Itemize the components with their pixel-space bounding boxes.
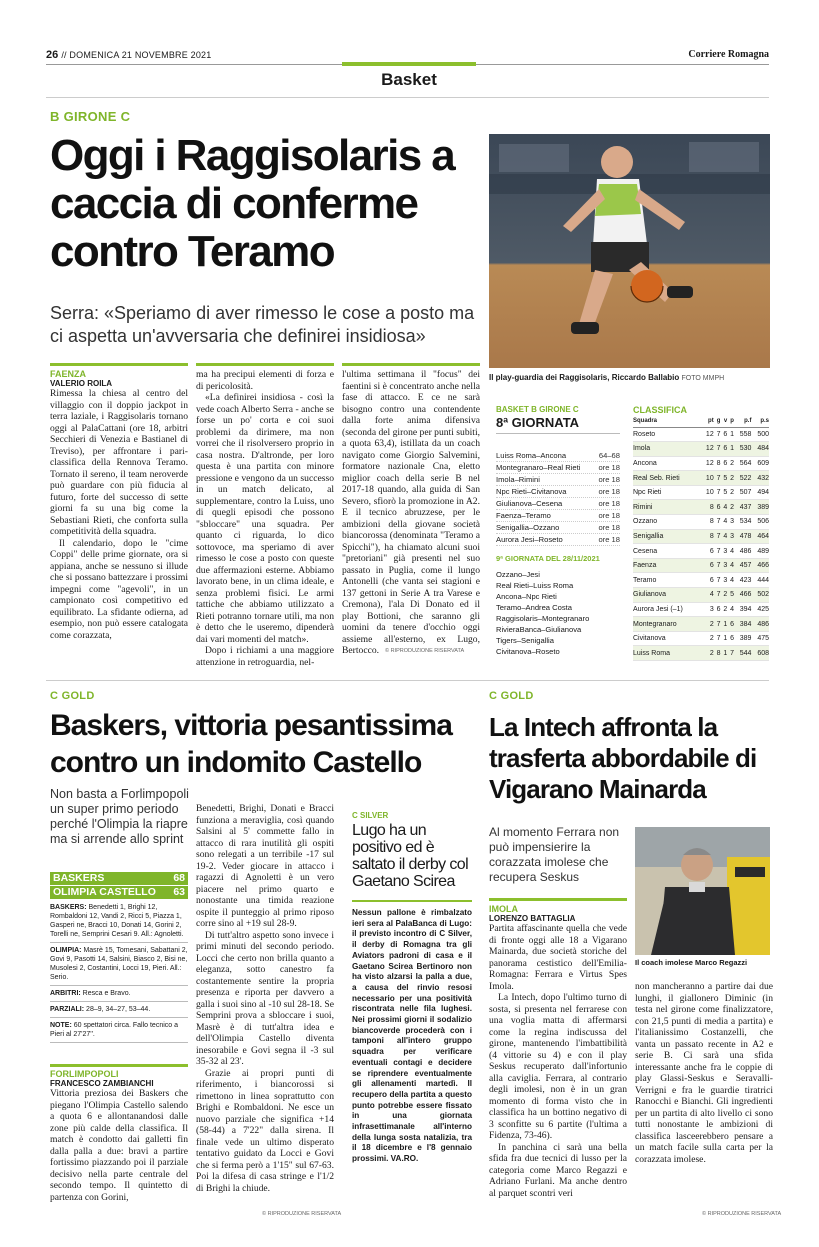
box-score [50,900,188,1043]
paragraph: l'ultima settimana il "focus" dei faentini si è concentrato anche nella fase di attacco. E ce ne sarà bisogno contro una contendente dalla forte anima difensiva (seconda del girone per punti subiti, a quota 63,4), istillata da un coach navigato come Giorgio Salvemini, formatore nazionale Cna, eletto miglior coach della serie B nel 2017-18 quando, alla guida di San Severo, sfiorò la promozione in A2. E il tecnico abruzzese, per le ambizioni della giovane società biancorossa (denominata "Teramo a Spicchi"), ha chiamato alcuni suoi "pretoriani" già presenti nel suo passato in Puglia, come il lungo Antonelli (che vanta sei stagioni e 137 gettoni in Serie A tra Varese e Cremona), l'ala Di Donato ed il play Bottioni, che saranno gli uomini da tenere d'occhio oggi assieme all'esterno, ex Lugo, Bertocco. [342,369,481,656]
standings-cell: 6 [702,544,714,559]
standings-row [633,515,769,530]
standings-cell: 6 [720,442,727,457]
standings-cell: 8 [702,500,714,515]
standings-cell: Giulianova [633,588,702,603]
standings-row [633,485,769,500]
standings-box [633,405,769,661]
result-match: Npc Rieti–Civitanova [496,487,567,496]
score-row [50,886,188,899]
standings-cell: 608 [751,646,769,661]
page-number-value: 26 [46,49,59,61]
result-match: Imola–Rimini [496,475,540,484]
standings-cell: 7 [714,588,721,603]
standings-cell: 2 [702,646,714,661]
scoreboard [50,872,188,899]
next-match: Real Rieti–Luiss Roma [496,581,574,590]
standings-cell: 494 [751,485,769,500]
column-bar [196,363,334,366]
paragraph: Il calendario, dopo le "cime Coppi" delle prime giornate, ora si appiana, anche se nessuno si illude che si possano battezzare i prossimi impegni come "agevoli", in un campionato così competitivo ed equilibrato. La sfidante odierna, ad esempio, non può essere catalogata come corazzata, [50,537,188,641]
result-match: Luiss Roma–Ancona [496,451,567,460]
team-name: BASKERS [53,872,105,884]
paragraph: Rimessa la chiesa al centro del villaggio con il doppio jackpot in terra laziale, i Raggisolaris tornano oggi al PalaCattani (ore 18, arbitri Secchieri di Venezia e Bastianel di Treviso), per affrontare i pari-classifica della Rennova Teramo. Tornato il sereno, il team neroverde può guardare con più fiducia al futuro, forte del successo di sette giorni fa su una big come la Sebastiani Rieti, che conforta sulla competitività della squadra. [50,388,188,537]
article1-column-2 [196,369,334,668]
rights-notice: © RIPRODUZIONE RISERVATA [385,648,465,654]
standings-cell: 544 [734,646,751,661]
silver-title: Lugo ha un positivo ed è saltato il derby col Gaetano Scirea [352,822,469,890]
standings-cell: Aurora Jesi (–1) [633,602,702,617]
standings-cell: 7 [714,427,721,442]
result-score: ore 18 [598,523,620,532]
standings-cell: 7 [727,646,734,661]
scoreboard-box [50,872,188,1043]
rights-notice: © RIPRODUZIONE RISERVATA [262,1211,342,1217]
standings-cell: 10 [702,485,714,500]
team-name: OLIMPIA CASTELLO [53,886,156,898]
section-accent-bar [342,62,476,66]
column-bar [489,898,627,901]
results-box [496,405,620,657]
standings-cell: 466 [751,558,769,573]
standings-cell: 5 [720,485,727,500]
rights-text: RIPRODUZIONE RISERVATA [707,1211,782,1217]
standings-cell: 437 [734,500,751,515]
next-match: Civitanova–Roseto [496,647,560,656]
caption-text: Il play-guardia dei Raggisolaris, Riccardo Ballabio [489,373,680,382]
standings-cell: 475 [751,631,769,646]
standings-cell: 489 [751,544,769,559]
coach-photo-illustration [635,827,770,955]
box-score-text: Masrè 15, Tomesani, Sabattani 2, Govi 9, Pasotti 14, Salsini, Biasco 2, Bisi ne, Musolesi 2, Costantini, Locci 19, Pieri. All.: Serio. [50,947,188,981]
standings-cell: Luiss Roma [633,646,702,661]
standings-cell: Npc Rieti [633,485,702,500]
column-bar [50,363,188,366]
paragraph: non mancheranno a partire dai due lunghi, il giallonero Diminic (in testa nel girone come finalizzatore, con 21,5 punti di media a partita) e l'italianissimo Costanzelli, che vanta un passato recente in A2 e serie B. Ci sarà una sfida interessante anche fra le coppie di play Glassi-Seskus e Seravalli-Verrigni e fra le guardie tiratrici Ranocchi e Bianchi. Gli ingredienti per un partita di alto livello ci sono tutti nonostante le ambizioni di classifica lasceerebbero pensare a un match facile sulla carta per la corazzata imolese. [635,981,773,1165]
standings-header-cell: pt [702,415,714,427]
standings-cell: 12 [702,442,714,457]
standings-cell: 3 [727,515,734,530]
score-row [50,872,188,885]
next-match: Ozzano–Jesi [496,570,540,579]
result-row [496,474,620,486]
silver-body: Nessun pallone è rimbalzato ieri sera al PalaBanca di Lugo: il previsto incontro di C Silver, il derby di Romagna tra gli Aviators padroni di casa e il Gaetano Scirea Bertinoro non ha visto alzarsi la palla a due, a causa del rinvio resosi necessario per una positività riscontrata nelle fila lughesi. Nei prossimi giorni il sodalizio biancoverde procederà con i tamponi all'intero gruppo squadra per verificare eventuali contagi e decidere se riprendere eventualmente gli allenamenti martedì. Il recupero della partita a questo punto potrebbe essere fissato in una giornata infrasettimanale all'interno della lunga sosta natalizia, tra il 18 dicembre e l'8 gennaio prossimi. VA.RO. [352,908,472,1164]
team-points: 68 [173,872,185,884]
newspaper-name: Corriere Romagna [688,49,769,60]
article1-col1-body [50,388,188,641]
standings-cell: Teramo [633,573,702,588]
standings-row [633,558,769,573]
section-rule [46,97,769,98]
standings-cell: 12 [702,427,714,442]
standings-cell: 2 [727,456,734,471]
standings-cell: 7 [714,573,721,588]
standings-cell: 484 [751,442,769,457]
standings-cell: 530 [734,442,751,457]
box-score-label: NOTE: [50,1022,72,1029]
paragraph: Dopo i richiami a una maggiore attenzione in retroguardia, nel- [196,645,334,668]
paragraph: In panchina ci sarà una bella sfida fra due tecnici di lusso per la categoria come Marco Regazzi e Adriano Furlani. Ma anche dentro al parquet scontri veri [489,1141,627,1199]
result-score: ore 18 [598,475,620,484]
standings-cell: Ozzano [633,515,702,530]
standings-row [633,544,769,559]
standings-cell: 2 [720,602,727,617]
standings-row [633,500,769,515]
paragraph: La Intech, dopo l'ultimo turno di sosta, si presenta nel ferrarese con una voglia matta di affermarsi come la regina indiscussa del girone, mantenendo l'imbattibilità (4 vittorie su 4) e con il play Seskus recuperato dall'infortunio alla caviglia. Ferrara, al contrario degli imolesi, non è in un gran momento di forma visto che in classifica ha un bottino negativo di 3 sconfitte su 6 partite (l'ultima a Fidenza, 73-46). [489,992,627,1141]
standings-cell: 2 [727,500,734,515]
standings-cell: 507 [734,485,751,500]
paragraph: «La definirei insidiosa - così la vede coach Alberto Serra - anche se forse un po' corta e coi suoi problemi da dirimere, ma non vorrei che il risolversero proprio in casa nostra. D'altronde, per loro questa è una partita con minore pressione e vengono da un successo in un match delicato, al supplementare, contro la Luiss, uno di quegli episodi che possono "sbloccare" una squadra. Per quanto ci riguarda, lo dico sottovoce, ma speriamo di aver rimesso le cose a posto con queste due affermazioni esterne. Abbiamo lavorato bene, in un clima ideale, e senza problemi fisici. Le armi tattiche che abbiamo utilizzato a Rieti potranno tornare utili, ma non è detto che le useremo, dipenderà dai vari momenti del match». [196,392,334,645]
standings-cell: 6 [714,602,721,617]
article3-subheadline: Al momento Ferrara non può impensierire la corazzata imolese che recupera Seskus [489,825,620,884]
box-score-label: BASKERS: [50,904,87,911]
standings-cell: 3 [720,558,727,573]
result-match: Senigallia–Ozzano [496,523,560,532]
standings-header-cell: p.s [751,415,769,427]
standings-cell: 384 [734,617,751,632]
article3-kicker: C GOLD [489,690,534,702]
article2-author: FRANCESCO ZAMBIANCHI [50,1079,154,1088]
team-points: 63 [173,886,185,898]
standings-header-cell: v [720,415,727,427]
standings-cell: Imola [633,442,702,457]
result-row [496,498,620,510]
standings-cell: 457 [734,558,751,573]
standings-cell: 500 [751,427,769,442]
silver-news-box [352,811,472,1165]
next-match: Teramo–Andrea Costa [496,603,572,612]
standings-cell: Roseto [633,427,702,442]
box-score-section [50,1018,188,1043]
standings-cell: 7 [714,529,721,544]
article3-headline: La Intech affronta la trasferta abbordabile di Vigarano Mainarda [489,712,757,804]
standings-cell: 4 [702,588,714,603]
next-match: RivieraBanca–Giulianova [496,625,582,634]
standings-row [633,617,769,632]
standings-cell: 5 [727,588,734,603]
article2-subheadline: Non basta a Forlimpopoli un super primo periodo perché l'Olimpia la riapre ma si arrende allo sprint [50,787,189,846]
page-number [46,49,211,61]
box-score-label: ARBITRI: [50,990,81,997]
standings-cell: 466 [734,588,751,603]
results-kicker: BASKET B GIRONE C [496,405,579,414]
paragraph: Di tutt'altro aspetto sono invece i primi minuti del secondo periodo. Locci che certo non brilla quanto a eleganza, sotto canestro fa costantemente sentire la propria presenza e riporta per davvero a galla i suoi sino al -10 sul 28-18. Se Semprini prova a sbloccare i suoi, Masrè è di tutt'altra idea e dell'Olimpia Castello diventa inesorabile e Govi segna il -3 sul 35-32 al 23'. [196,929,334,1067]
standings-cell: 464 [751,529,769,544]
standings-cell: 10 [702,471,714,486]
standings-cell: 7 [714,631,721,646]
standings-cell: 6 [702,558,714,573]
article3-col1-body [489,923,627,1199]
box-score-section [50,943,188,986]
column-bar [342,363,480,366]
standings-cell: 1 [720,617,727,632]
standings-row [633,631,769,646]
standings-cell: 502 [751,588,769,603]
result-row [496,510,620,522]
standings-cell: 8 [714,646,721,661]
paragraph: Partita affascinante quella che vede di fronte oggi alle 18 a Vigarano Mainarda, due società storiche del panorama cestistico dell'Emilia-Romagna: Ferrara e Virtus Spes Imola. [489,923,627,992]
standings-cell: 4 [727,602,734,617]
rights-text: RIPRODUZIONE RISERVATA [267,1211,342,1217]
standings-cell: 394 [734,602,751,617]
standings-cell: 7 [714,617,721,632]
article1-headline: Oggi i Raggisolaris a caccia di conferme contro Teramo [50,131,455,276]
result-score: ore 18 [598,499,620,508]
section-title: Basket [381,70,437,89]
player-photo [489,134,770,368]
standings-cell: 3 [727,529,734,544]
standings-cell: 8 [702,529,714,544]
paragraph: Vittoria preziosa dei Baskers che piegano l'Olimpia Castello salendo a quota 6 e allontanandosi dalle zone più calde della classifica. Il match è condotto dai galletti fin dalla palla a due: bravi a partire fortissimo piazzando poi il parziale decisivo nella parte centrale del secondo tempo. Il quintetto di partenza con Gorini, [50,1088,188,1203]
standings-cell: 4 [727,544,734,559]
photo-credit: FOTO MMPH [681,375,725,382]
article1-author: VALERIO ROILA [50,379,113,388]
standings-cell: 486 [734,544,751,559]
article1-column-3 [342,369,480,657]
standings-cell: 444 [751,573,769,588]
next-round-list [496,569,620,657]
spacer [496,434,620,450]
standings-cell: 506 [751,515,769,530]
standings-cell: 2 [727,485,734,500]
standings-cell: 478 [734,529,751,544]
standings-cell: Real Seb. Rieti [633,471,702,486]
standings-header-cell: p [727,415,734,427]
standings-row [633,602,769,617]
article1-location: FAENZA [50,369,86,379]
result-score: 64–68 [598,451,620,460]
standings-table [633,415,769,661]
coach-photo-caption: Il coach imolese Marco Regazzi [635,958,748,967]
standings-cell: 4 [720,515,727,530]
result-row [496,486,620,498]
coach-photo [635,827,770,955]
result-row [496,462,620,474]
standings-cell: 8 [714,456,721,471]
standings-cell: 2 [727,471,734,486]
box-score-text: Resca e Bravo. [82,990,131,997]
standings-cell: 7 [714,471,721,486]
standings-cell: 486 [751,617,769,632]
standings-cell: 7 [714,544,721,559]
standings-cell: 432 [751,471,769,486]
silver-rule [352,900,472,902]
standings-header-cell: g [714,415,721,427]
standings-kicker: CLASSIFICA [633,405,687,415]
article3-location: IMOLA [489,904,518,914]
box-score-section [50,900,188,943]
standings-cell: 7 [714,485,721,500]
results-title: 8ª GIORNATA [496,415,620,434]
standings-cell: Faenza [633,558,702,573]
standings-cell: 423 [734,573,751,588]
standings-cell: 6 [714,500,721,515]
article3-column-1 [489,904,627,1199]
result-match: Montegranaro–Real Rieti [496,463,581,472]
player-photo-caption [489,373,789,382]
standings-cell: 564 [734,456,751,471]
result-match: Giulianova–Cesena [496,499,563,508]
column-bar [50,1064,188,1067]
article2-kicker: C GOLD [50,690,95,702]
article2-column-2 [196,803,334,1194]
result-score: ore 18 [598,463,620,472]
standings-cell: 7 [714,558,721,573]
standings-cell: 534 [734,515,751,530]
article2-column-1 [50,1069,188,1203]
box-score-text: 60 spettatori circa. Fallo tecnico a Pieri al 27'27''. [50,1022,179,1038]
standings-cell: 1 [727,442,734,457]
standings-header-cell: Squadra [633,415,702,427]
standings-cell: 12 [702,456,714,471]
article3-column-2 [635,981,773,1165]
section-divider [46,680,769,681]
standings-cell: Cesena [633,544,702,559]
result-row [496,450,620,462]
standings-row [633,529,769,544]
standings-cell: 2 [720,588,727,603]
standings-cell: 6 [727,617,734,632]
standings-cell: 8 [702,515,714,530]
standings-cell: 4 [720,500,727,515]
result-match: Aurora Jesi–Roseto [496,535,563,544]
next-round-kicker: 9ª GIORNATA DEL 28/11/2021 [496,554,600,563]
standings-cell: 7 [714,515,721,530]
standings-cell: Ancona [633,456,702,471]
result-row [496,522,620,534]
standings-cell: 3 [720,573,727,588]
box-score-text: Benedetti 1, Brighi 12, Rombaldoni 12, Vandi 2, Ricci 5, Piazza 1, Gasperi ne, Bracci 10, Donati 14, Gorini 2, Torelli ne, Semprini Cesari 9. All.: Agnoletti. [50,904,184,938]
rights-text: RIPRODUZIONE RISERVATA [390,648,465,654]
standings-row [633,646,769,661]
result-score: ore 18 [598,535,620,544]
standings-cell: 3 [702,602,714,617]
standings-cell: Montegranaro [633,617,702,632]
next-match: Raggisolaris–Montegranaro [496,614,590,623]
standings-row [633,573,769,588]
standings-cell: Senigallia [633,529,702,544]
silver-kicker: C SILVER [352,811,389,820]
standings-cell: Rimini [633,500,702,515]
player-photo-illustration [489,134,770,368]
article1-subheadline: Serra: «Speriamo di aver rimesso le cose a posto ma ci aspetta un'avversaria che definirei insidiosa» [50,303,475,346]
paragraph: ma ha precipui elementi di forza e di pericolosità. [196,369,334,392]
standings-cell: 2 [702,631,714,646]
standings-cell: 6 [720,427,727,442]
article1-column-1 [50,369,188,641]
standings-body [633,427,769,661]
standings-row [633,471,769,486]
article2-headline: Baskers, vittoria pesantissima contro un indomito Castello [50,709,452,779]
standings-header-row [633,415,769,427]
standings-cell: 609 [751,456,769,471]
result-row [496,534,620,546]
standings-row [633,442,769,457]
standings-cell: 425 [751,602,769,617]
standings-cell: 4 [727,558,734,573]
paragraph: Benedetti, Brighi, Donati e Bracci funziona a meraviglia, così quando Salsini al 5' commette fallo in attacco di rara inutilità gli ospiti sono relegati a un terribile -17 sul 19-2. Veder giocare in attacco i ragazzi di Agnoletti è un vero piacere nel primo quarto e nonostante una timida reazione ospite il punteggio al primo riposo corre sino al +19 sul 28-9. [196,803,334,929]
result-match: Faenza–Teramo [496,511,551,520]
article2-location: FORLIMPOPOLI [50,1069,119,1079]
standings-cell: 558 [734,427,751,442]
standings-row [633,588,769,603]
standings-cell: 1 [720,631,727,646]
next-match: Ancona–Npc Rieti [496,592,557,601]
box-score-label: PARZIALI: [50,1006,85,1013]
standings-cell: 1 [720,646,727,661]
box-score-label: OLIMPIA: [50,947,82,954]
standings-cell: 6 [720,456,727,471]
standings-cell: 389 [751,500,769,515]
standings-cell: 7 [714,442,721,457]
standings-cell: 4 [720,529,727,544]
issue-date: // DOMENICA 21 NOVEMBRE 2021 [61,50,212,60]
standings-cell: 1 [727,427,734,442]
standings-row [633,456,769,471]
result-score: ore 18 [598,487,620,496]
standings-header-cell: p.f [734,415,751,427]
standings-cell: 4 [727,573,734,588]
standings-cell: 2 [702,617,714,632]
article3-author: LORENZO BATTAGLIA [489,914,576,923]
article2-col1-body [50,1088,188,1203]
paragraph: Grazie ai propri punti di riferimento, i biancorossi si rimettono in linea soprattutto con Brighi e Rombaldoni. Ne esce un nuovo parziale che significa +14 (58-44) a 7'22" dalla sirena. Il finale vede un ultimo disperato tentativo guidato da Locci e Govi che si ferma però a 1'15" sul 67-63. Poi la difesa di casa stringe e l'1/2 di Brighi la chiude. [196,1067,334,1194]
box-score-section [50,986,188,1002]
standings-cell: 6 [702,573,714,588]
result-score: ore 18 [598,511,620,520]
results-list [496,450,620,546]
standings-cell: 522 [734,471,751,486]
next-match: Tigers–Senigallia [496,636,554,645]
standings-cell: Civitanova [633,631,702,646]
standings-cell: 3 [720,544,727,559]
article1-kicker: B GIRONE C [50,109,131,124]
rights-notice: © RIPRODUZIONE RISERVATA [702,1211,782,1217]
standings-cell: 389 [734,631,751,646]
box-score-text: 28–9, 34–27, 53–44. [86,1006,151,1013]
standings-row [633,427,769,442]
box-score-section [50,1002,188,1018]
standings-cell: 6 [727,631,734,646]
standings-cell: 5 [720,471,727,486]
